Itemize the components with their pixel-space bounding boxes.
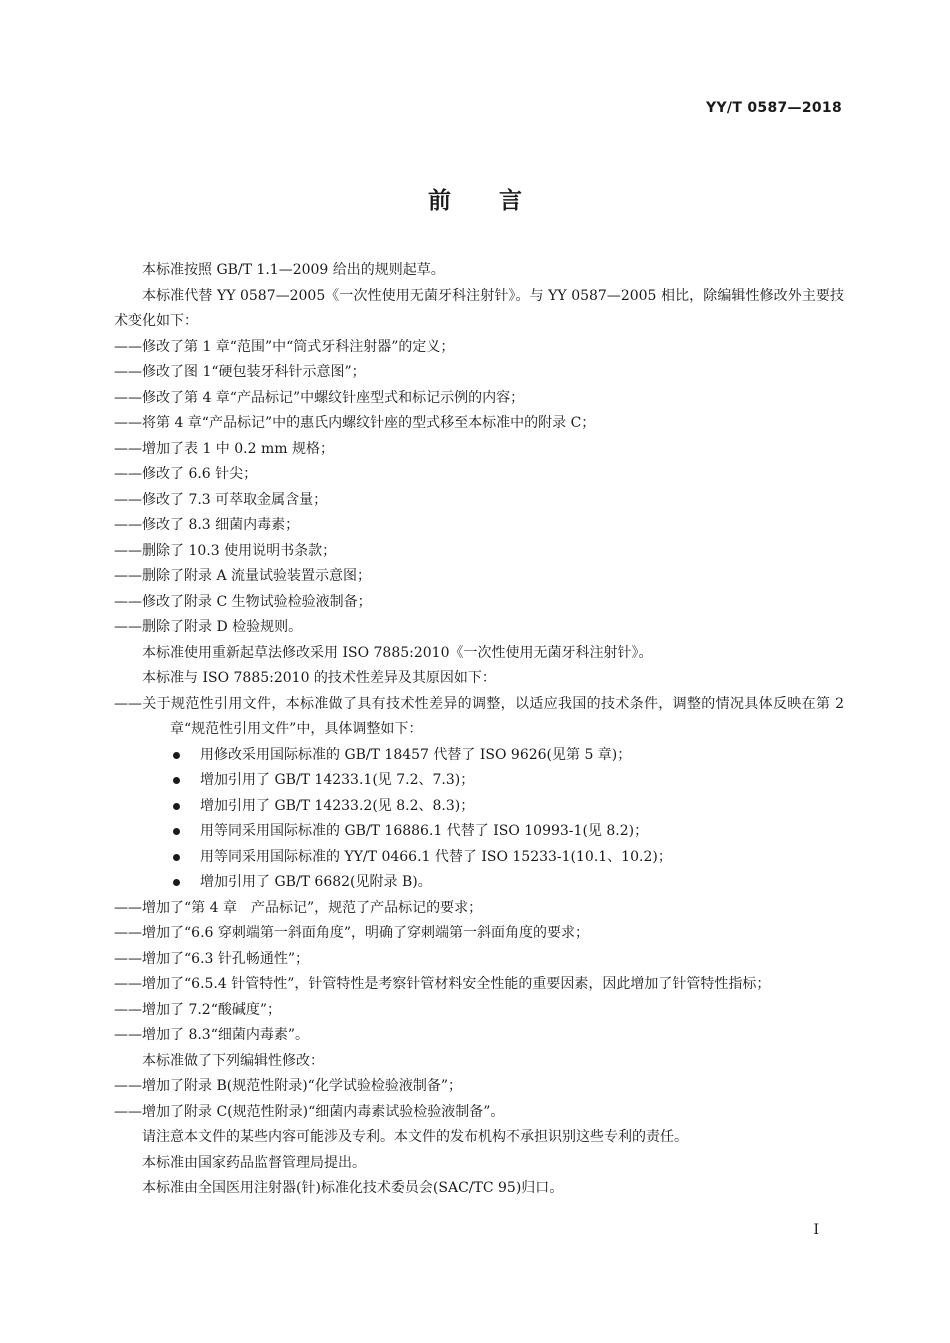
- paragraph-replacement: 本标准代替 YY 0587—2005《一次性使用无菌牙科注射针》。与 YY 0587—2005 相比，除编辑性修改外主要技术变化如下：: [114, 287, 844, 329]
- reference-adjustments-list: [114, 743, 844, 896]
- list-item: ——删除了附录 A 流量试验装置示意图；: [114, 568, 372, 584]
- document-body: [114, 258, 844, 1202]
- list-item: ——修改了 7.3 可萃取金属含量；: [114, 491, 328, 508]
- technical-changes-list: [114, 335, 844, 641]
- list-item: ——删除了 10.3 使用说明书条款；: [114, 542, 337, 559]
- list-item: ——增加了“6.5.4 针管特性”，针管特性是考察针管材料安全性能的重要因素，因此增加了针管特性指标；: [114, 976, 771, 992]
- bullet-icon: [173, 777, 180, 784]
- list-item: ——将第 4 章“产品标记”中的惠氏内螺纹针座的型式移至本标准中的附录 C；: [114, 415, 596, 431]
- bullet-icon: [173, 879, 180, 886]
- bullet-icon: [173, 828, 180, 835]
- list-item: ——修改了 8.3 细菌内毒素；: [114, 517, 300, 533]
- paragraph-adoption: 本标准使用重新起草法修改采用 ISO 7885:2010《一次性使用无菌牙科注射针》。: [142, 644, 653, 661]
- bullet-item: 增加引用了 GB/T 14233.2(见 8.2、8.3)；: [114, 794, 844, 820]
- paragraph-editorial: 本标准做了下列编辑性修改：: [142, 1052, 324, 1069]
- list-item: ——增加了表 1 中 0.2 mm 规格；: [114, 440, 334, 457]
- list-item: ——增加了 7.2“酸碱度”；: [114, 1001, 282, 1018]
- paragraph-proposer: 本标准由国家药品监督管理局提出。: [142, 1154, 366, 1171]
- list-item: ——增加了附录 B(规范性附录)“化学试验检验液制备”；: [114, 1078, 462, 1094]
- paragraph-differences: 本标准与 ISO 7885:2010 的技术性差异及其原因如下：: [142, 670, 496, 686]
- list-item: ——修改了第 4 章“产品标记”中螺纹针座型式和标记示例的内容；: [114, 389, 525, 406]
- paragraph-committee: 本标准由全国医用注射器(针)标准化技术委员会(SAC/TC 95)归口。: [142, 1180, 564, 1196]
- list-item: ——关于规范性引用文件，本标准做了具有技术性差异的调整，以适应我国的技术条件，调整的情况具体反映在第 2 章“规范性引用文件”中，具体调整如下：: [114, 695, 844, 737]
- page-title: 前言: [428, 188, 570, 214]
- bullet-item: 增加引用了 GB/T 6682(见附录 B)。: [114, 870, 844, 896]
- list-item: ——增加了“6.6 穿刺端第一斜面角度”，明确了穿刺端第一斜面角度的要求；: [114, 925, 590, 941]
- list-item: ——增加了 8.3“细菌内毒素”。: [114, 1027, 310, 1043]
- list-item: ——修改了第 1 章“范围”中“筒式牙科注射器”的定义；: [114, 338, 455, 355]
- list-item: ——修改了图 1“硬包装牙科针示意图”；: [114, 364, 366, 380]
- paragraph-patent-notice: 请注意本文件的某些内容可能涉及专利。本文件的发布机构不承担识别这些专利的责任。: [142, 1129, 688, 1145]
- bullet-icon: [173, 803, 180, 810]
- page-number: I: [813, 1222, 819, 1238]
- list-item: ——删除了附录 D 检验规则。: [114, 619, 303, 635]
- list-item: ——增加了“6.3 针孔畅通性”；: [114, 950, 310, 967]
- list-item: ——增加了“第 4 章 产品标记”，规范了产品标记的要求；: [114, 899, 483, 916]
- paragraph-drafting-rules: 本标准按照 GB/T 1.1—2009 给出的规则起草。: [142, 262, 445, 278]
- list-item: ——修改了附录 C 生物试验检验液制备；: [114, 593, 372, 610]
- bullet-item: 用等同采用国际标准的 GB/T 16886.1 代替了 ISO 10993-1(见 8.2)；: [114, 819, 844, 845]
- bullet-item: 用等同采用国际标准的 YY/T 0466.1 代替了 ISO 15233-1(10.1、10.2)；: [114, 845, 844, 871]
- list-item: ——增加了附录 C(规范性附录)“细菌内毒素试验检验液制备”。: [114, 1103, 505, 1120]
- bullet-item: 增加引用了 GB/T 14233.1(见 7.2、7.3)；: [114, 768, 844, 794]
- editorial-changes-list: [114, 1074, 844, 1125]
- bullet-item: 用修改采用国际标准的 GB/T 18457 代替了 ISO 9626(见第 5 章)；: [114, 743, 844, 769]
- bullet-icon: [173, 854, 180, 861]
- list-item: ——修改了 6.6 针尖；: [114, 466, 258, 482]
- standard-code: YY/T 0587—2018: [706, 100, 842, 116]
- technical-differences-list: [114, 896, 844, 1049]
- bullet-icon: [173, 752, 180, 759]
